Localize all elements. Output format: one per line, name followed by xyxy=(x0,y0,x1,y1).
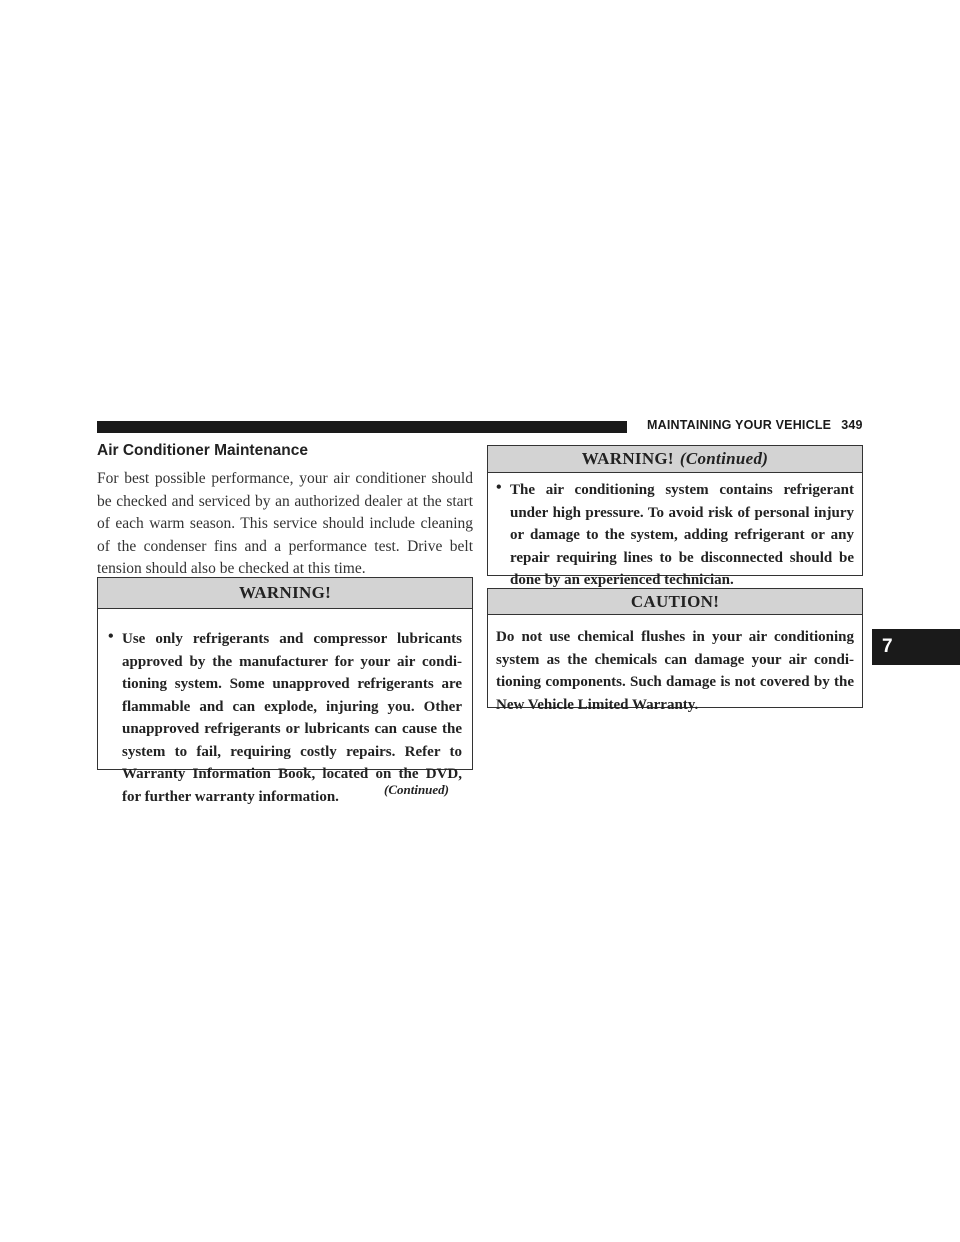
page-number: 349 xyxy=(841,418,863,432)
running-header xyxy=(647,418,863,432)
warning-continued-box xyxy=(487,445,863,588)
caution-box xyxy=(487,588,863,713)
warning-continued-text: The air conditioning system contains refrigerant under high pressure. To avoid risk of personal injury or damage to the system, adding refrigerant or any repair requiring lines to be disconnected should be done by an experienced technician. xyxy=(510,482,854,588)
caution-box-title: CAUTION! xyxy=(488,589,862,615)
warning-continued-title xyxy=(488,446,862,473)
bullet-marker: • xyxy=(496,479,502,496)
continued-note: (Continued) xyxy=(384,782,450,797)
warning-continued-bullet-item xyxy=(496,479,854,592)
header-section-title: MAINTAINING YOUR VEHICLE xyxy=(647,418,832,432)
chapter-tab: 7 xyxy=(872,629,960,665)
section-title: Air Conditioner Maintenance xyxy=(97,442,308,459)
bullet-marker: • xyxy=(108,628,114,645)
header-rule xyxy=(97,421,627,433)
intro-paragraph: For best possible performance, your air conditioner should be checked and serviced by an authorized dealer at the start of each warm season. This service should include cleaning of the condenser fins and a performance test. Drive belt tension should also be checked at this time. xyxy=(97,470,473,577)
warning-continued-title-suffix: (Continued) xyxy=(679,449,769,468)
warning-box-title: WARNING! xyxy=(98,578,472,609)
caution-box-text: Do not use chemical flushes in your air conditioning system as the chemicals can damage your air condi-tioning components. Such damage is not covered by the New Vehicle Limited Warranty. xyxy=(496,629,854,713)
warning-box-text: Use only refrigerants and compressor lubricants approved by the manufacturer for your air condi-tioning system. Some unapproved refrigerants are flammable and can explode, injuring you. Other unapproved refrigerants or lubricants can cause the system to fail, requiring costly repairs. Refer to Warranty Information Book, located on the DVD, for further warranty information. xyxy=(122,631,462,805)
warning-continued-title-main: WARNING! xyxy=(581,449,674,468)
warning-bullet-item xyxy=(108,628,462,808)
